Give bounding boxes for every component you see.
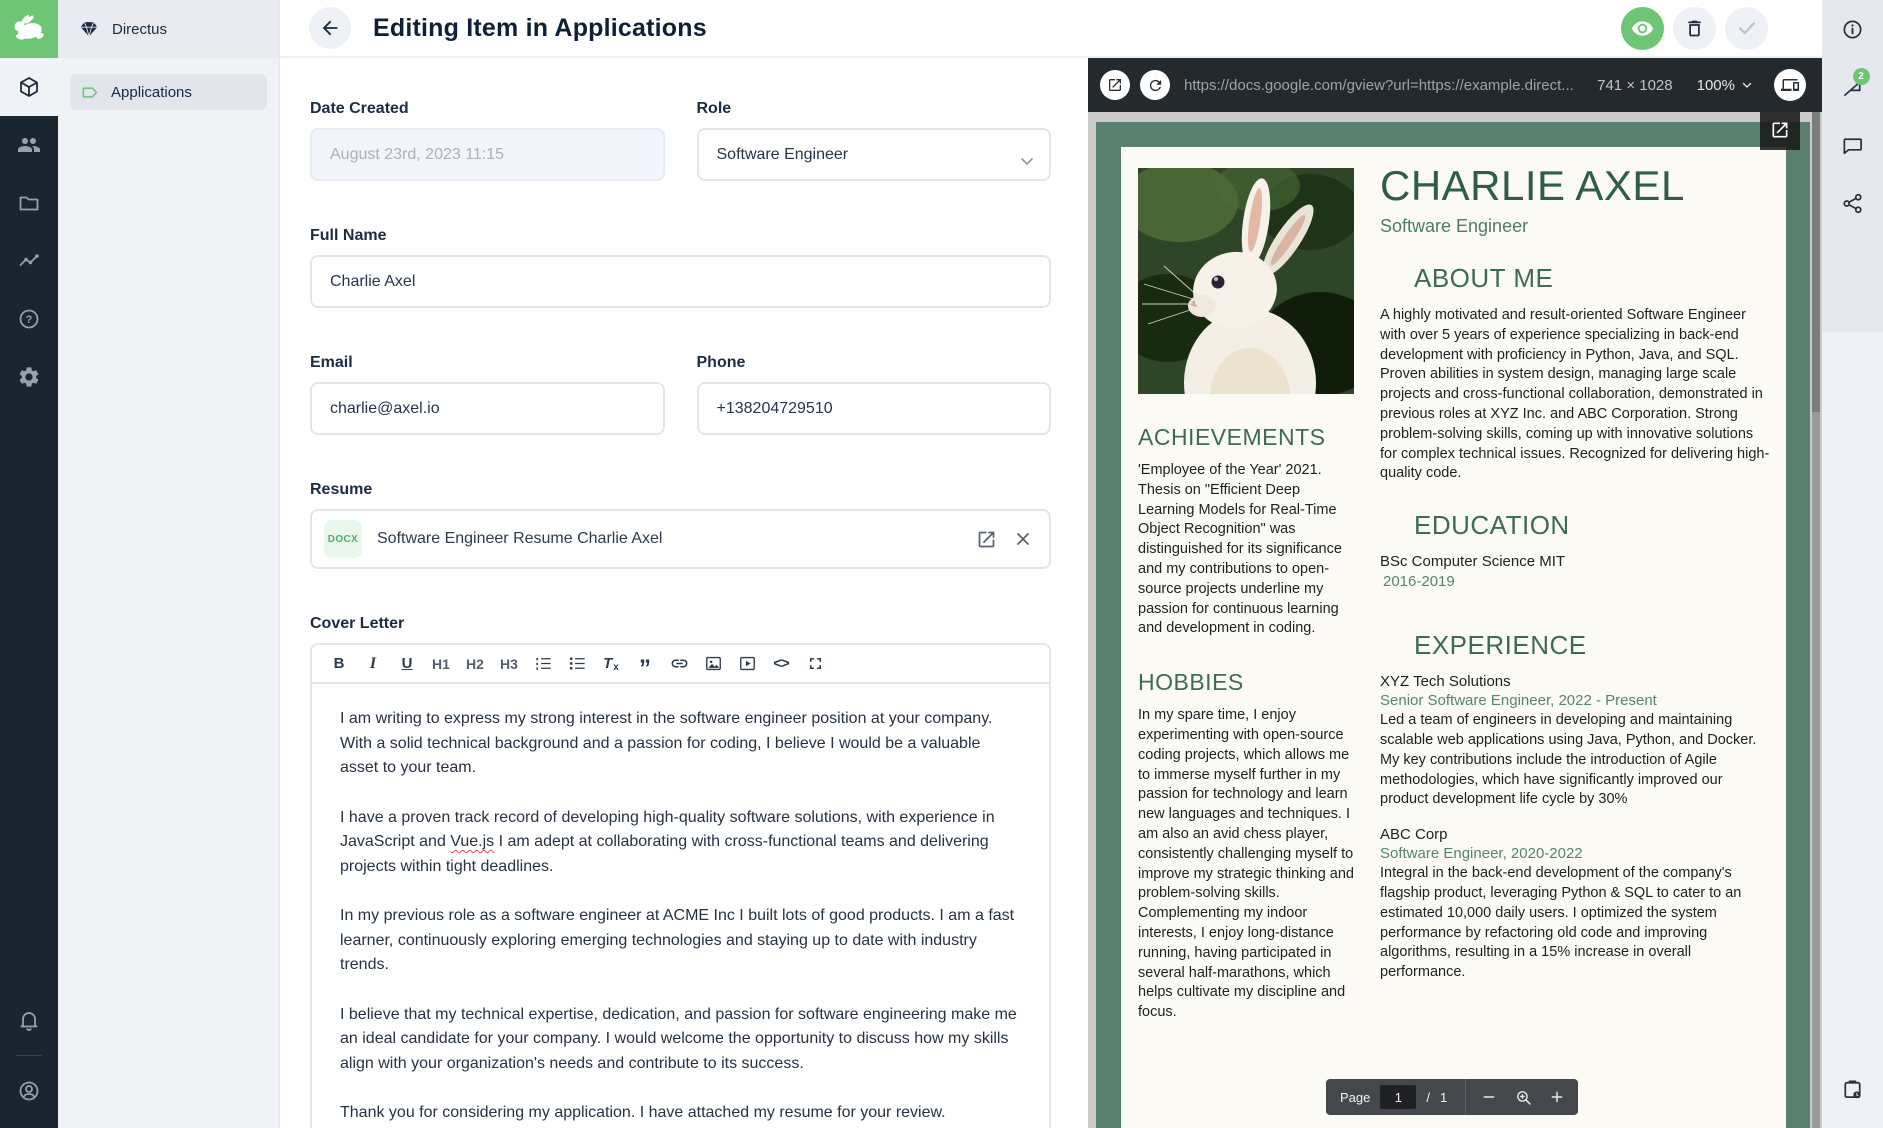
trash-icon <box>1684 18 1705 39</box>
resume-document <box>1121 147 1786 1128</box>
preview-url[interactable]: https://docs.google.com/gview?url=https://example.direct... <box>1184 76 1574 94</box>
user-avatar-button[interactable] <box>0 1062 58 1120</box>
info-icon <box>1841 18 1864 41</box>
job-title: Senior Software Engineer, 2022 - Present <box>1380 692 1657 710</box>
video-icon <box>738 654 757 673</box>
directus-logo[interactable] <box>0 0 58 58</box>
help-icon <box>17 307 41 331</box>
module-help[interactable] <box>0 290 58 348</box>
save-button[interactable] <box>1725 7 1768 50</box>
magnifier-zoom-icon <box>1515 1089 1532 1106</box>
arrow-left-icon <box>319 17 341 39</box>
item-edit-form <box>280 58 1088 1128</box>
project-name: Directus <box>112 20 168 38</box>
spellcheck-word: Vue.js <box>450 833 495 850</box>
comment-icon <box>1841 134 1864 157</box>
plus-icon <box>1549 1089 1565 1105</box>
cover-letter-editor[interactable] <box>310 684 1051 1128</box>
right-sidebar <box>1822 0 1883 1128</box>
page-label: Page <box>1340 1089 1371 1105</box>
job-title: Software Engineer, 2020-2022 <box>1380 845 1583 863</box>
date-created-label: Date Created <box>310 100 409 117</box>
cover-letter-paragraph: In my previous role as a software engineer at ACME Inc I built lots of good products. I am a fast learner, continuously exploring emerging technologies and staying up to date with industry trends. <box>340 907 1015 973</box>
zoom-level: 100% <box>1696 76 1735 94</box>
avatar-icon <box>17 1079 41 1103</box>
preview-dimensions: 741 × 1028 <box>1597 76 1673 94</box>
module-users[interactable] <box>0 116 58 174</box>
cover-letter-label: Cover Letter <box>310 615 405 632</box>
achievements-text: 'Employee of the Year' 2021. Thesis on "Efficient Deep Learning Models for Real-Time Object Recognition" was distinguished for its significance and my contributions to open-source projects underline my passion for continuous learning and development in coding. <box>1138 462 1342 637</box>
minus-icon <box>1481 1089 1497 1105</box>
delete-button[interactable] <box>1673 7 1716 50</box>
role-select[interactable]: Software Engineer <box>697 128 1052 181</box>
ordered-list-icon <box>534 654 553 673</box>
open-in-new-icon <box>1107 77 1123 93</box>
resume-label: Resume <box>310 481 373 498</box>
check-icon <box>1736 17 1758 39</box>
experience-job <box>1380 673 1772 810</box>
refresh-preview-button[interactable] <box>1140 70 1170 100</box>
open-file-button[interactable] <box>976 529 997 550</box>
achievements-heading: ACHIEVEMENTS <box>1138 424 1326 450</box>
preview-iframe <box>1088 112 1822 1128</box>
h2-button[interactable]: H2 <box>458 649 492 679</box>
docx-badge: DOCX <box>324 520 362 558</box>
chevron-down-icon <box>1740 78 1754 92</box>
blockquote-button[interactable]: ” <box>628 649 662 679</box>
education-years: 2016-2019 <box>1383 573 1455 591</box>
bullet-list-button[interactable] <box>560 649 594 679</box>
insert-image-button[interactable] <box>696 649 730 679</box>
diamond-icon <box>78 18 100 40</box>
activity-sidebar-button[interactable] <box>1824 58 1882 116</box>
scrollbar-thumb[interactable] <box>1812 112 1820 412</box>
gear-icon <box>17 365 41 389</box>
cover-letter-paragraph: I am writing to express my strong interest in the software engineer position at your company. With a solid technical background and a passion for coding, I believe I would be a valuable asset to your team. <box>340 710 993 776</box>
email-label: Email <box>310 354 353 371</box>
link-icon <box>670 654 689 673</box>
module-settings[interactable] <box>0 348 58 406</box>
page-number-input[interactable] <box>1380 1085 1416 1109</box>
insights-icon <box>17 249 41 273</box>
full-name-input[interactable] <box>310 255 1051 308</box>
resume-role: Software Engineer <box>1380 216 1529 236</box>
sidebar-item-label: Applications <box>111 83 192 101</box>
role-label: Role <box>696 100 732 117</box>
cover-letter-paragraph: I believe that my technical expertise, dedication, and passion for software engineering make me an ideal candidate for your company. I would welcome the opportunity to discuss how my skills align with your organization's needs and contribute to its success. <box>340 1005 1017 1072</box>
fullscreen-icon <box>806 654 825 673</box>
about-heading: ABOUT ME <box>1414 263 1554 293</box>
full-name-label: Full Name <box>310 227 387 244</box>
label-tag-icon <box>81 83 100 102</box>
link-button[interactable] <box>662 649 696 679</box>
module-content[interactable] <box>0 58 58 116</box>
preview-url-bar <box>1088 58 1822 112</box>
about-text: A highly motivated and result-oriented Software Engineer with over 5 years of experience specializing in back-end development with proficiency in Python, Java, and SQL. Proven abilities in system design, managing large scale projects and cross-functional collaboration, demonstrated in previous roles at XYZ Inc. and ABC Corporation. Strong problem-solving skills, coming up with innovative solutions for complex technical issues. Recognized for delivering high-quality code. <box>1380 307 1770 482</box>
resume-page-background <box>1096 122 1810 1128</box>
preview-scrollbar[interactable] <box>1812 112 1820 1128</box>
open-in-new-icon <box>1770 120 1790 140</box>
h3-button[interactable]: H3 <box>492 649 526 679</box>
project-switcher[interactable] <box>58 0 279 58</box>
ordered-list-button[interactable] <box>526 649 560 679</box>
document-popout-button[interactable] <box>1760 112 1800 150</box>
italic-button[interactable]: I <box>356 649 390 679</box>
date-created-field: August 23rd, 2023 11:15 <box>310 128 665 181</box>
hobbies-text: In my spare time, I enjoy experimenting with open-source coding projects, which allows me to immerse myself further in my passion for technology and learn new languages and techniques. I am also an avid chess player, consistently challenging myself to improve my strategic thinking and problem-solving skills. Complementing my indoor interests, I enjoy long-distance running, having participated in several half-marathons, which helps cultivate my discipline and focus. <box>1138 707 1354 1021</box>
education-degree: BSc Computer Science MIT <box>1380 553 1566 571</box>
notifications-badge: 2 <box>1853 68 1870 85</box>
open-preview-new-tab-button[interactable] <box>1100 70 1130 100</box>
open-in-new-icon <box>976 529 997 550</box>
share-sidebar-button[interactable] <box>1824 174 1882 232</box>
header-actions <box>1621 7 1768 50</box>
flows-clipboard-button[interactable] <box>1824 1060 1882 1118</box>
close-icon <box>1013 529 1033 549</box>
comments-sidebar-button[interactable] <box>1824 116 1882 174</box>
live-preview-panel <box>1088 58 1822 1128</box>
module-files[interactable] <box>0 174 58 232</box>
job-description: Led a team of engineers in developing and maintaining scalable web applications using Java, Python, and Docker. My key contributions include the introduction of Agile methodologies, which have significantly improved our product development life cycle by 30% <box>1380 712 1757 808</box>
bullet-list-icon <box>568 654 587 673</box>
folder-icon <box>17 191 41 215</box>
devices-icon <box>1781 76 1799 94</box>
info-sidebar-button[interactable] <box>1824 0 1882 58</box>
module-bar <box>0 0 58 1128</box>
directus-rabbit-icon <box>11 11 47 47</box>
page-header <box>280 0 1822 58</box>
pager-divider <box>1465 1079 1466 1115</box>
fullscreen-button[interactable] <box>798 649 832 679</box>
page-separator: / <box>1426 1089 1430 1105</box>
responsive-mode-button[interactable] <box>1774 69 1806 101</box>
profile-photo-rabbit <box>1138 168 1354 394</box>
clear-format-button[interactable]: T x <box>594 649 628 679</box>
document-pager <box>1326 1079 1578 1115</box>
module-bar-divider <box>16 1055 42 1056</box>
job-company: ABC Corp <box>1380 826 1448 844</box>
preview-toggle-button[interactable] <box>1621 7 1664 50</box>
people-icon <box>17 133 41 157</box>
eye-icon <box>1631 17 1654 40</box>
underline-button[interactable]: U <box>390 649 424 679</box>
zoom-in-button[interactable] <box>1540 1079 1574 1115</box>
zoom-out-button[interactable] <box>1472 1079 1506 1115</box>
zoom-reset-button[interactable] <box>1506 1079 1540 1115</box>
cover-letter-paragraph: I have a proven track record of developing high-quality software solutions, with experience in JavaScript and Vue.js I am adept at collaborating with cross-functional teams and delivering projects within tight deadlines. <box>340 808 995 875</box>
bell-icon <box>17 1008 41 1032</box>
module-insights[interactable] <box>0 232 58 290</box>
experience-job <box>1380 826 1772 983</box>
clipboard-clock-icon <box>1841 1078 1864 1101</box>
insert-video-button[interactable] <box>730 649 764 679</box>
cube-icon <box>17 75 41 99</box>
h1-button[interactable]: H1 <box>424 649 458 679</box>
page-total: 1 <box>1440 1089 1448 1105</box>
phone-input[interactable] <box>697 382 1052 435</box>
education-heading: EDUCATION <box>1414 510 1570 541</box>
share-icon <box>1841 192 1864 215</box>
back-button[interactable] <box>309 7 351 49</box>
email-input[interactable] <box>310 382 665 435</box>
phone-label: Phone <box>696 354 746 371</box>
notifications-button[interactable] <box>0 991 58 1049</box>
preview-zoom-control[interactable] <box>1697 77 1754 94</box>
code-button[interactable]: <> <box>764 649 798 679</box>
remove-file-button[interactable] <box>1013 529 1033 550</box>
resume-file-name: Software Engineer Resume Charlie Axel <box>377 530 663 547</box>
page-title: Editing Item in Applications <box>373 13 707 42</box>
wysiwyg-toolbar <box>310 643 1051 684</box>
job-description: Integral in the back-end development of the company's flagship product, leveraging Python & SQL to cater to an estimated 10,000 daily users. I optimized the system performance by refactoring old code and improving algorithms, resulting in a 15% increase in overall performance. <box>1380 865 1742 981</box>
job-company: XYZ Tech Solutions <box>1380 673 1511 691</box>
cover-letter-paragraph: Thank you for considering my application. I have attached my resume for your review. <box>340 1104 946 1121</box>
hobbies-heading: HOBBIES <box>1138 669 1244 696</box>
resume-file-chip[interactable] <box>310 509 1051 569</box>
image-icon <box>704 654 723 673</box>
nav-sidebar <box>58 0 280 1128</box>
resume-name: CHARLIE AXEL <box>1380 162 1685 209</box>
experience-heading: EXPERIENCE <box>1414 630 1587 661</box>
svg-text:?: ? <box>25 314 33 326</box>
sidebar-item-applications[interactable] <box>70 74 267 110</box>
refresh-icon <box>1147 77 1164 94</box>
bold-button[interactable]: B <box>322 649 356 679</box>
